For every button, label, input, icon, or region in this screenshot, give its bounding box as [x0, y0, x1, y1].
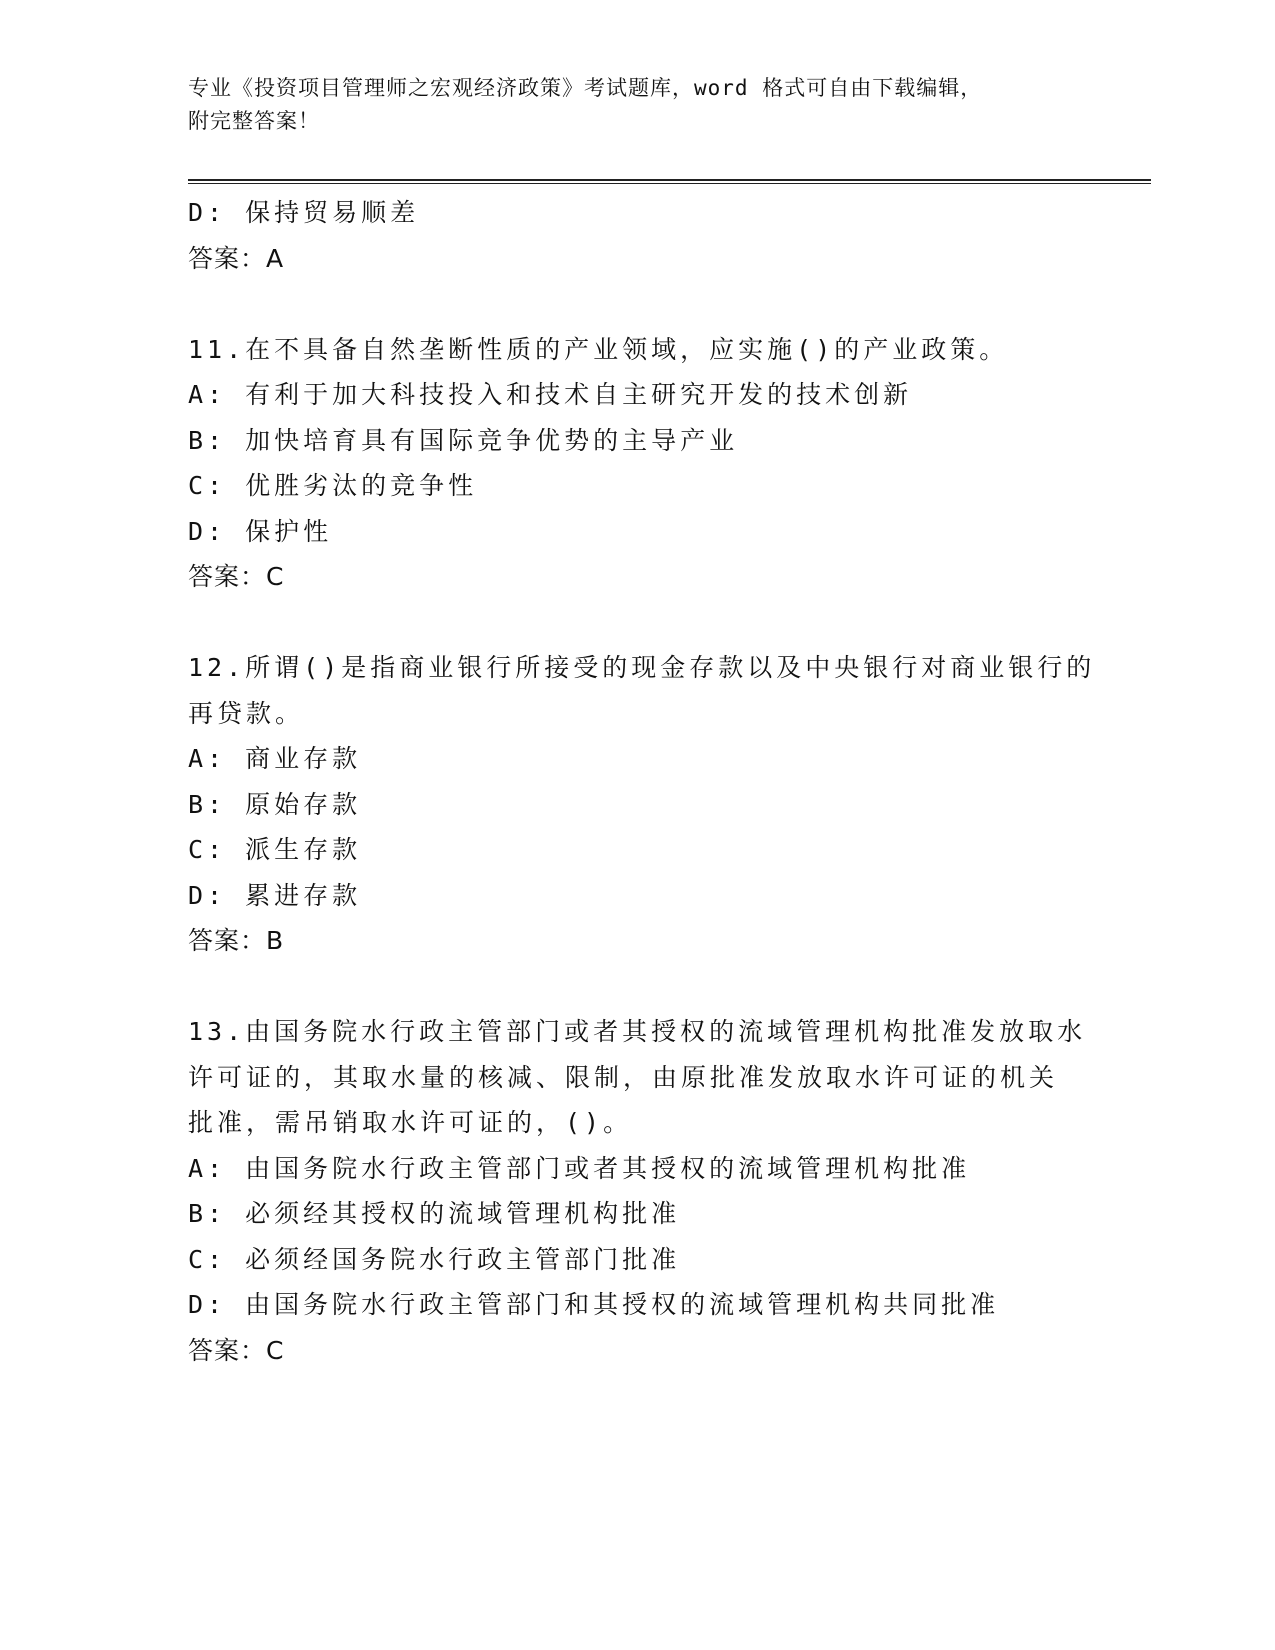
option-d: D: 保持贸易顺差: [188, 198, 420, 227]
answer-line: 答案：B: [188, 926, 285, 955]
option-b: B: 必须经其授权的流域管理机构批准: [188, 1199, 681, 1228]
question-list: [188, 190, 1096, 1373]
header-divider-thin: [188, 183, 1151, 184]
option-a: A: 有利于加大科技投入和技术自主研究开发的技术创新: [188, 380, 913, 409]
option-c: C: 派生存款: [188, 835, 362, 864]
option-c: C: 优胜劣汰的竞争性: [188, 471, 478, 500]
answer-line: 答案：A: [188, 243, 285, 273]
question-stem: 11.在不具备自然垄断性质的产业领域，应实施()的产业政策。: [188, 334, 1009, 364]
answer-line: 答案：C: [188, 1335, 285, 1365]
option-d: D: 由国务院水行政主管部门和其授权的流域管理机构共同批准: [188, 1290, 1000, 1319]
header-line-1: 专业《投资项目管理师之宏观经济政策》考试题库，word 格式可自由下载编辑，: [188, 76, 983, 100]
spacer: [188, 281, 1088, 327]
option-a: A: 商业存款: [188, 744, 362, 773]
option-d: D: 保护性: [188, 516, 333, 546]
question-13: [188, 1009, 1088, 1373]
question-12: [188, 645, 1096, 964]
question-10-tail: [188, 190, 1088, 281]
question-stem-line-1: 13.由国务院水行政主管部门或者其授权的流域管理机构批准发放取水: [188, 1017, 1087, 1046]
header-line-2: 附完整答案！: [188, 109, 320, 133]
option-b: B: 加快培育具有国际竞争优势的主导产业: [188, 425, 739, 455]
question-11: [188, 327, 1088, 600]
question-stem-line-2: 再贷款。: [188, 698, 305, 728]
option-b: B: 原始存款: [188, 789, 362, 819]
question-stem-line-3: 批准，需吊销取水许可证的，()。: [188, 1108, 633, 1137]
option-a: A: 由国务院水行政主管部门或者其授权的流域管理机构批准: [188, 1153, 971, 1183]
spacer: [188, 600, 1088, 646]
header-divider-thick: [188, 179, 1151, 181]
question-stem-line-1: 12.所谓()是指商业银行所接受的现金存款以及中央银行对商业银行的: [188, 653, 1096, 682]
question-stem-line-2: 许可证的，其取水量的核减、限制，由原批准发放取水许可证的机关: [188, 1062, 1059, 1092]
spacer: [188, 964, 1088, 1010]
option-d: D: 累进存款: [188, 880, 362, 910]
answer-line: 答案：C: [188, 562, 285, 591]
document-header: [188, 72, 1088, 138]
option-c: C: 必须经国务院水行政主管部门批准: [188, 1244, 681, 1274]
